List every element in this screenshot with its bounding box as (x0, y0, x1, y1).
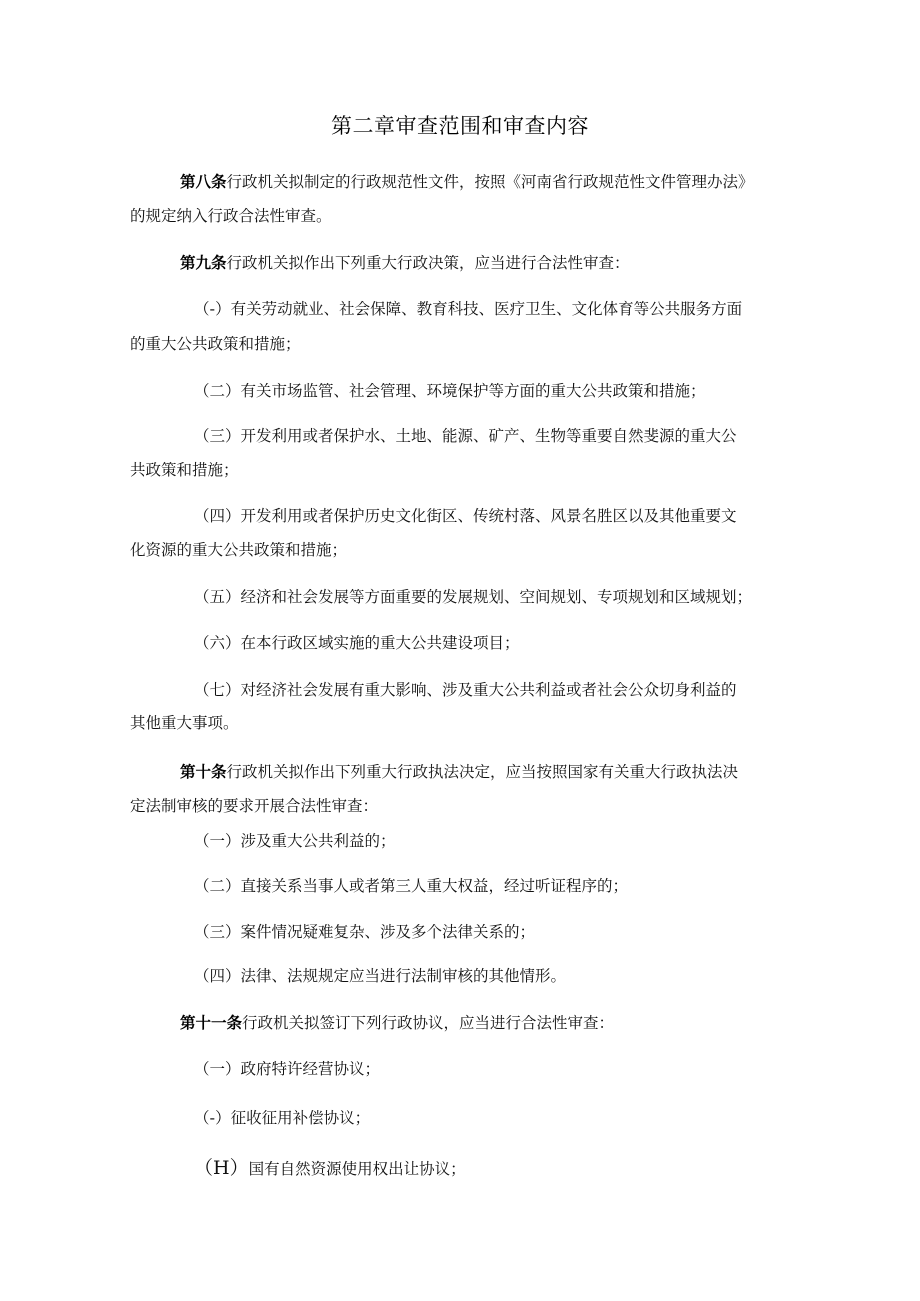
article-10-item-4: （四）法律、法规规定应当进行法制审核的其他情形。 (194, 967, 567, 985)
article-8-text-2: 的规定纳入行政合法性审查。 (130, 207, 332, 225)
article-9-text: 行政机关拟作出下列重大行政决策，应当进行合法性审查： (226, 254, 630, 272)
article-9-item-4-line-2: 化资源的重大公共政策和措施； (130, 541, 348, 559)
article-10-item-2: （二）直接关系当事人或者第三人重大权益，经过听证程序的； (194, 877, 629, 895)
article-9-label: 第九条 (180, 254, 227, 272)
article-9-item-3-line-1: （三）开发利用或者保护水、土地、能源、矿产、生物等重要自然斐源的重大公 (194, 427, 737, 445)
article-8-label: 第八条 (180, 173, 227, 191)
article-11-item-1-number: （一） (194, 1060, 241, 1078)
article-11-item-2-text: 征收征用补偿协议； (230, 1109, 371, 1127)
article-9-line-1 (180, 253, 630, 273)
article-10-line-1 (180, 762, 738, 782)
article-9-item-5: （五）经济和社会发展等方面重要的发展规划、空间规划、专项规划和区域规划； (194, 588, 753, 606)
article-9-item-1-line-1: （-）有关劳动就业、社会保障、教育科技、医疗卫生、文化体育等公共服务方面 (194, 300, 743, 318)
article-11-line-1 (180, 1013, 614, 1033)
article-10-label: 第十条 (180, 763, 227, 781)
article-11-item-3 (194, 1158, 466, 1179)
article-9-item-3-line-2: 共政策和措施； (130, 461, 239, 479)
article-11-label: 第十一条 (180, 1014, 243, 1032)
article-9-item-2: （二）有关市场监管、社会管理、环境保护等方面的重大公共政策和措施； (194, 382, 706, 400)
article-11-item-1-text: 政府特许经营协议； (240, 1060, 381, 1078)
article-10-item-1: （一）涉及重大公共利益的； (194, 832, 396, 850)
article-9-item-4-line-1: （四）开发利用或者保护历史文化街区、传统村落、风景名胜区以及其他重要文 (194, 507, 737, 525)
article-10-text-1: 行政机关拟作出下列重大行政执法决定，应当按照国家有关重大行政执法决 (226, 763, 739, 781)
article-10-item-3: （三）案件情况疑难复杂、涉及多个法律关系的； (194, 923, 536, 941)
article-11-item-3-number: （H） (194, 1157, 249, 1179)
article-9-item-6: （六）在本行政区域实施的重大公共建设项目； (194, 634, 520, 652)
article-11-item-2-number: （-） (194, 1109, 231, 1127)
article-11-item-2 (194, 1108, 370, 1128)
chapter-title: 第二章审查范围和审查内容 (331, 114, 589, 138)
article-9-item-7-line-1: （七）对经济社会发展有重大影响、涉及重大公共利益或者社会公众切身利益的 (194, 681, 737, 699)
article-10-text-2: 定法制审核的要求开展合法性审查： (130, 797, 379, 815)
article-8-line-1 (180, 172, 754, 192)
article-11-text: 行政机关拟签订下列行政协议，应当进行合法性审查： (242, 1014, 615, 1032)
article-9-item-7-line-2: 其他重大事项。 (130, 714, 239, 732)
article-9-item-1-line-2: 的重大公共政策和措施； (130, 335, 301, 353)
article-11-item-1 (194, 1059, 380, 1079)
article-11-item-3-text: 国有自然资源使用权出让协议； (248, 1160, 466, 1178)
article-8-text-1: 行政机关拟制定的行政规范性文件，按照《河南省行政规范性文件管理办法》 (226, 173, 754, 191)
